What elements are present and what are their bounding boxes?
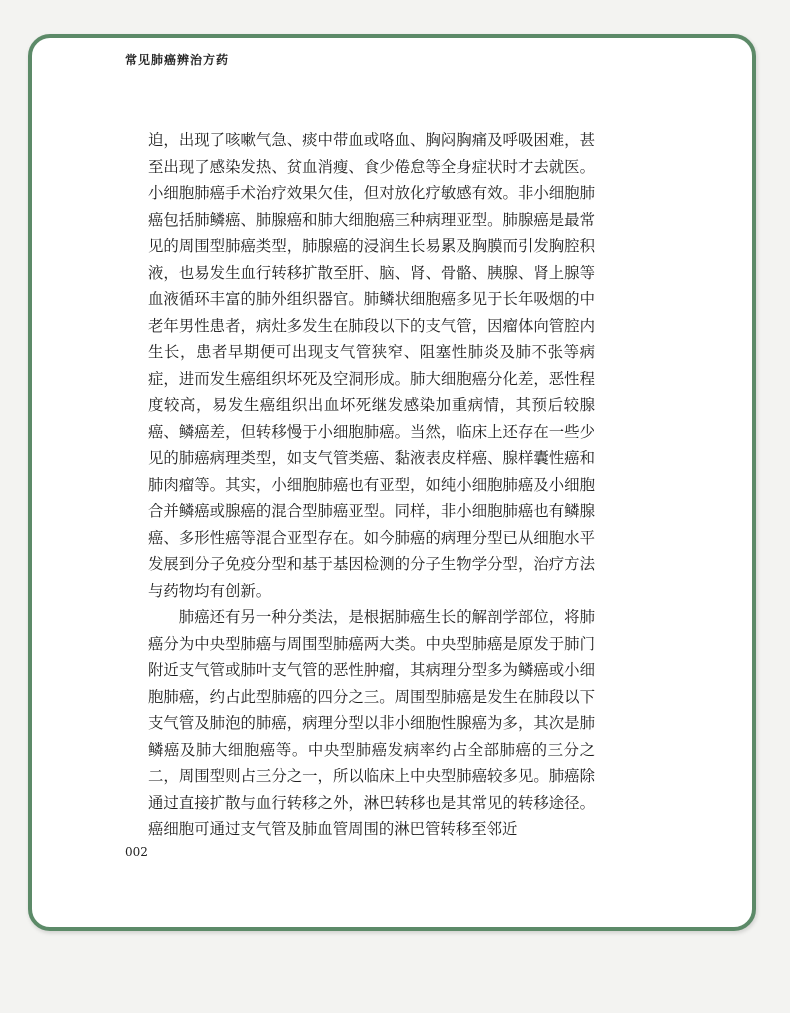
running-header: 常见肺癌辨治方药	[125, 53, 230, 67]
paragraph-2: 肺癌还有另一种分类法，是根据肺癌生长的解剖学部位，将肺癌分为中央型肺癌与周围型肺癌两大类。中央型肺癌是原发于肺门附近支气管或肺叶支气管的恶性肿瘤，其病理分型多为鳞癌或小细胞肺癌，约占此型肺癌的四分之三。周围型肺癌是发生在肺段以下支气管及肺泡的肺癌，病理分型以非小细胞性腺癌为多，其次是肺鳞癌及肺大细胞癌等。中央型肺癌发病率约占全部肺癌的三分之二，周围型则占三分之一，所以临床上中央型肺癌较多见。肺癌除通过直接扩散与血行转移之外，淋巴转移也是其常见的转移途径。癌细胞可通过支气管及肺血管周围的淋巴管转移至邻近	[148, 608, 595, 838]
body-text	[148, 127, 595, 843]
paragraph-1: 迫，出现了咳嗽气急、痰中带血或咯血、胸闷胸痛及呼吸困难，甚至出现了感染发热、贫血消瘦、食少倦怠等全身症状时才去就医。小细胞肺癌手术治疗效果欠佳，但对放化疗敏感有效。非小细胞肺癌包括肺鳞癌、肺腺癌和肺大细胞癌三种病理亚型。肺腺癌是最常见的周围型肺癌类型，肺腺癌的浸润生长易累及胸膜而引发胸腔积液，也易发生血行转移扩散至肝、脑、肾、骨骼、胰腺、肾上腺等血液循环丰富的肺外组织器官。肺鳞状细胞癌多见于长年吸烟的中老年男性患者，病灶多发生在肺段以下的支气管，因瘤体向管腔内生长，患者早期便可出现支气管狭窄、阻塞性肺炎及肺不张等病症，进而发生癌组织坏死及空洞形成。肺大细胞癌分化差，恶性程度较高，易发生癌组织出血坏死继发感染加重病情，其预后较腺癌、鳞癌差，但转移慢于小细胞肺癌。当然，临床上还存在一些少见的肺癌病理类型，如支气管类癌、黏液表皮样癌、腺样囊性癌和肺肉瘤等。其实，小细胞肺癌也有亚型，如纯小细胞肺癌及小细胞合并鳞癌或腺癌的混合型肺癌亚型。同样，非小细胞肺癌也有鳞腺癌、多形性癌等混合亚型存在。如今肺癌的病理分型已从细胞水平发展到分子免疫分型和基于基因检测的分子生物学分型，治疗方法与药物均有创新。	[148, 131, 595, 600]
page-number: 002	[125, 845, 148, 859]
